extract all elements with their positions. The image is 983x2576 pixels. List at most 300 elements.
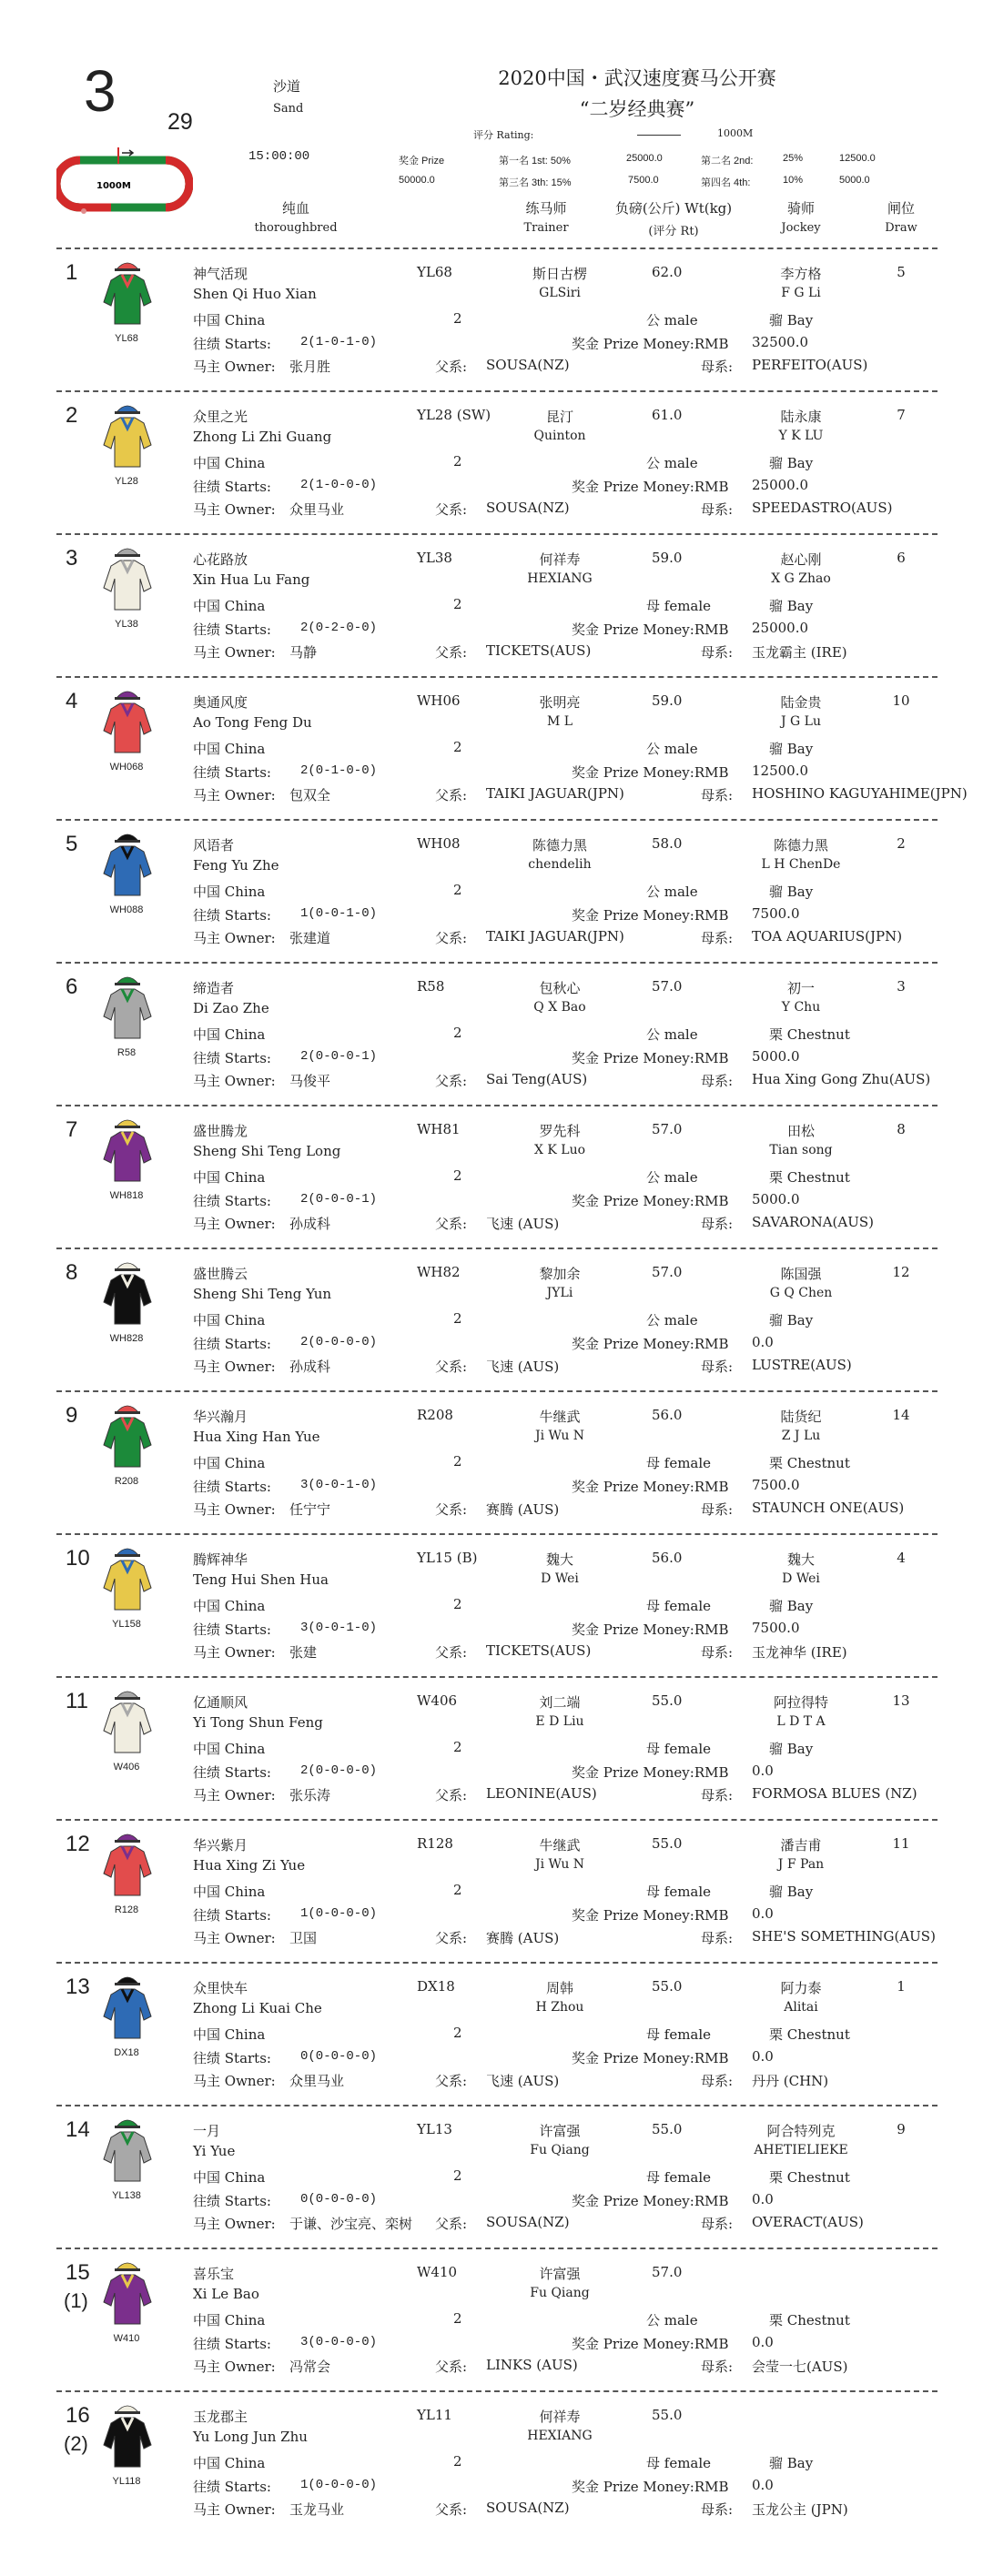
draw: 12 [892, 1264, 910, 1280]
silk-code: YL158 [112, 1619, 141, 1630]
prize-3rd: 7500.0 [628, 175, 659, 186]
sex: 公 male [646, 1169, 698, 1186]
trainer-cn: 牛继武 [539, 1409, 581, 1425]
coat-color: 栗 Chestnut [769, 2169, 850, 2186]
country: 中国 China [193, 1884, 266, 1900]
jockey-en: Y Chu [781, 1000, 821, 1015]
horse-code: R208 [417, 1407, 453, 1423]
entry-row [0, 2260, 983, 2397]
jockey-silk-icon [102, 1401, 153, 1469]
trainer-en: X K Luo [533, 1143, 586, 1157]
trainer-en: JYLi [546, 1286, 573, 1300]
entry-row [0, 975, 983, 1111]
horse-name-cn: 风语者 [193, 837, 235, 854]
jockey-silk-icon [102, 2401, 153, 2469]
trainer-cn: 许富强 [539, 2266, 581, 2282]
silk-code: YL38 [115, 619, 138, 630]
owner: 冯常会 [289, 2359, 331, 2375]
age: 2 [453, 596, 462, 612]
divider [56, 533, 937, 535]
dam: STAUNCH ONE(AUS) [752, 1500, 905, 1516]
coat-color: 栗 Chestnut [769, 1026, 850, 1043]
starts-record: 3(0-0-1-0) [300, 1478, 378, 1492]
horse-name-cn: 众里快车 [193, 1980, 248, 1996]
sex: 公 male [646, 1026, 698, 1043]
horse-name-en: Teng Hui Shen Hua [193, 1571, 329, 1588]
starts-label: 往绩 Starts: [193, 1336, 271, 1352]
jockey-silk-icon [102, 687, 153, 754]
owner-label: 马主 Owner: [193, 359, 276, 375]
dam-label: 母系: [701, 1644, 734, 1661]
dam-label: 母系: [701, 2359, 734, 2375]
prize-2nd-pct: 25% [783, 153, 804, 164]
entry-row [0, 2117, 983, 2254]
trainer-en: HEXIANG [527, 571, 593, 586]
jockey-silk-icon [102, 544, 153, 611]
horse-name-cn: 众里之光 [193, 409, 248, 425]
sex: 母 female [646, 1598, 712, 1614]
jockey-en: J F Pan [777, 1857, 825, 1872]
sex: 母 female [646, 598, 712, 614]
entry-number: 9 [66, 1403, 78, 1428]
horse-name-cn: 神气活现 [193, 266, 248, 282]
sire-label: 父系: [435, 1930, 468, 1946]
trainer-cn: 周韩 [545, 1980, 573, 1996]
age: 2 [453, 1310, 462, 1327]
trainer-en: Fu Qiang [530, 2286, 590, 2300]
sire: 赛腾 (AUS) [486, 1501, 560, 1518]
horse-code: R58 [417, 978, 445, 995]
trainer-en: Fu Qiang [530, 2143, 590, 2157]
jockey-cn: 赵心刚 [780, 551, 822, 568]
trainer-cn: 张明亮 [539, 694, 581, 711]
entry-row [0, 1546, 983, 1682]
dam: PERFEITO(AUS) [752, 357, 868, 373]
divider [56, 1390, 937, 1392]
horse-name-en: Feng Yu Zhe [193, 857, 279, 874]
coat-color: 骝 Bay [769, 2455, 814, 2471]
divider [56, 1676, 937, 1678]
prize-money-label: 奖金 Prize Money:RMB [572, 1050, 729, 1066]
horse-name-en: Yi Yue [193, 2143, 236, 2159]
draw-col-en: Draw [885, 221, 917, 235]
divider [56, 1819, 937, 1821]
owner-label: 马主 Owner: [193, 1930, 276, 1946]
race-distance: 1000M [717, 127, 754, 139]
entry-row [0, 1403, 983, 1540]
owner: 马俊平 [289, 1073, 331, 1089]
divider [56, 2105, 937, 2106]
trainer-cn: 包秋心 [539, 980, 581, 996]
jockey-cn: 阿合特列克 [766, 2123, 836, 2139]
sire: 赛腾 (AUS) [486, 1930, 560, 1946]
entry-number: 4 [66, 689, 78, 713]
jockey-silk-icon [102, 1544, 153, 1611]
trainer-en: Ji Wu N [534, 1429, 585, 1443]
sire-label: 父系: [435, 644, 468, 661]
jockey-silk-icon [102, 1687, 153, 1754]
horse-code: YL11 [417, 2407, 452, 2423]
prize-money-label: 奖金 Prize Money:RMB [572, 1336, 729, 1352]
horse-code: W406 [417, 1692, 458, 1709]
dam-label: 母系: [701, 2501, 734, 2518]
weight-col-cn: 负磅(公斤) Wt(kg) [614, 200, 733, 217]
horse-name-cn: 缔造者 [193, 980, 235, 996]
race-subtitle: “二岁经典赛” [579, 98, 695, 120]
prize-4th-pct: 10% [783, 175, 804, 186]
prize-money-label: 奖金 Prize Money:RMB [572, 1907, 729, 1924]
starts-record: 0(0-0-0-0) [300, 2049, 378, 2064]
weight: 62.0 [652, 264, 683, 280]
entry-number: 3 [66, 546, 78, 571]
prize-money: 0.0 [752, 2191, 774, 2207]
country: 中国 China [193, 1312, 266, 1328]
silk-code: WH088 [109, 904, 144, 915]
trainer-en: H Zhou [535, 2000, 584, 2015]
dam: SPEEDASTRO(AUS) [752, 500, 893, 516]
horse-name-en: Sheng Shi Teng Long [193, 1143, 341, 1159]
jockey-en: J G Lu [780, 714, 821, 729]
starts-record: 3(0-0-1-0) [300, 1621, 378, 1635]
country: 中国 China [193, 455, 266, 471]
trainer-en: GLSiri [539, 286, 581, 300]
breed-cn: 纯血 [281, 200, 309, 217]
age: 2 [453, 1453, 462, 1470]
owner: 张月胜 [289, 359, 331, 375]
horse-code: YL38 [417, 550, 452, 566]
starts-record: 1(0-0-0-0) [300, 1906, 378, 1921]
coat-color: 骝 Bay [769, 884, 814, 900]
entry-number: 12 [66, 1832, 90, 1856]
starts-record: 2(0-2-0-0) [300, 621, 378, 635]
horse-name-en: Yi Tong Shun Feng [193, 1714, 323, 1731]
coat-color: 骝 Bay [769, 455, 814, 471]
entry-number: 14 [66, 2117, 90, 2142]
race-time: 15:00:00 [248, 149, 310, 164]
divider [56, 676, 937, 678]
prize-money: 12500.0 [752, 763, 809, 779]
jockey-en: X G Zhao [771, 571, 831, 586]
silk-code: WH828 [109, 1333, 144, 1344]
draw: 3 [897, 978, 906, 995]
sex: 公 male [646, 884, 698, 900]
weight: 56.0 [652, 1407, 683, 1423]
starts-label: 往绩 Starts: [193, 1621, 271, 1638]
age: 2 [453, 310, 462, 327]
horse-name-cn: 一月 [193, 2123, 221, 2139]
horse-name-cn: 喜乐宝 [193, 2266, 235, 2282]
dam-label: 母系: [701, 644, 734, 661]
starts-record: 0(0-0-0-0) [300, 2192, 378, 2207]
entry-number: 8 [66, 1260, 78, 1285]
prize-money-label: 奖金 Prize Money:RMB [572, 907, 729, 924]
divider [56, 819, 937, 821]
horse-name-en: Zhong Li Zhi Guang [193, 429, 332, 445]
draw: 4 [897, 1550, 906, 1566]
jockey-cn: 阿拉得特 [773, 1694, 828, 1711]
horse-code: R128 [417, 1835, 453, 1852]
owner-label: 马主 Owner: [193, 2216, 276, 2232]
surface-cn: 沙道 [273, 78, 301, 95]
trainer-cn: 何祥寿 [539, 551, 581, 568]
jockey-cn: 潘吉甫 [780, 1837, 822, 1854]
sire-label: 父系: [435, 2359, 468, 2375]
jockey-silk-icon [102, 973, 153, 1040]
horse-name-en: Di Zao Zhe [193, 1000, 269, 1016]
horse-name-en: Yu Long Jun Zhu [193, 2429, 308, 2445]
owner: 包双全 [289, 787, 331, 803]
owner: 任宁宁 [289, 1501, 331, 1518]
draw: 1 [897, 1978, 906, 1995]
entry-row [0, 546, 983, 682]
sex: 母 female [646, 2026, 712, 2043]
dam-label: 母系: [701, 501, 734, 518]
dam: 会莹一七(AUS) [752, 2359, 848, 2375]
coat-color: 骝 Bay [769, 1598, 814, 1614]
draw: 7 [897, 407, 906, 423]
sire-label: 父系: [435, 1359, 468, 1375]
jockey-col-cn: 骑师 [786, 200, 815, 217]
starts-record: 2(0-1-0-0) [300, 763, 378, 778]
starts-record: 3(0-0-0-0) [300, 2335, 378, 2349]
age: 2 [453, 453, 462, 470]
prize-money-label: 奖金 Prize Money:RMB [572, 336, 729, 352]
divider [56, 1248, 937, 1249]
country: 中国 China [193, 1741, 266, 1757]
weight: 55.0 [652, 2407, 683, 2423]
prize-money-label: 奖金 Prize Money:RMB [572, 1479, 729, 1495]
trainer-cn: 何祥寿 [539, 2409, 581, 2425]
dam: HOSHINO KAGUYAHIME(JPN) [752, 785, 968, 802]
horse-name-cn: 奥通风度 [193, 694, 248, 711]
owner-label: 马主 Owner: [193, 1073, 276, 1089]
sire-label: 父系: [435, 1787, 468, 1803]
jockey-silk-icon [102, 258, 153, 326]
silk-code: W406 [113, 1762, 140, 1773]
horse-name-cn: 腾辉神华 [193, 1551, 248, 1568]
prize-total: 50000.0 [399, 175, 435, 186]
prize-money-label: 奖金 Prize Money:RMB [572, 2479, 729, 2495]
owner: 张建 [289, 1644, 318, 1661]
draw: 9 [897, 2121, 906, 2137]
trainer-cn: 陈德力黑 [532, 837, 587, 854]
entry-number: 1 [66, 260, 78, 285]
prize-money: 32500.0 [752, 334, 809, 350]
horse-code: WH81 [417, 1121, 461, 1137]
horse-name-cn: 心花路放 [193, 551, 248, 568]
entry-row [0, 1117, 983, 1254]
coat-color: 骝 Bay [769, 741, 814, 757]
starts-label: 往绩 Starts: [193, 2050, 271, 2066]
prize-money: 25000.0 [752, 477, 809, 493]
sire: SOUSA(NZ) [486, 2500, 570, 2516]
entry-reserve-number: (1) [64, 2289, 88, 2312]
age: 2 [453, 2167, 462, 2184]
trainer-en: HEXIANG [527, 2429, 593, 2443]
trainer-cn: 斯日古楞 [532, 266, 587, 282]
dam: Hua Xing Gong Zhu(AUS) [752, 1071, 931, 1087]
dam-label: 母系: [701, 787, 734, 803]
dam-label: 母系: [701, 2073, 734, 2089]
starts-label: 往绩 Starts: [193, 336, 271, 352]
entry-row [0, 689, 983, 825]
dam: FORMOSA BLUES (NZ) [752, 1785, 917, 1802]
weight: 59.0 [652, 550, 683, 566]
starts-label: 往绩 Starts: [193, 2479, 271, 2495]
silk-code: WH818 [109, 1190, 144, 1201]
jockey-en: Tian song [769, 1143, 833, 1157]
weight: 55.0 [652, 1978, 683, 1995]
horse-code: YL68 [417, 264, 452, 280]
coat-color: 骝 Bay [769, 312, 814, 328]
coat-color: 骝 Bay [769, 1884, 814, 1900]
starts-label: 往绩 Starts: [193, 1193, 271, 1209]
sire: SOUSA(NZ) [486, 357, 570, 373]
jockey-en: L H ChenDe [761, 857, 841, 872]
horse-name-en: Hua Xing Zi Yue [193, 1857, 306, 1874]
entry-reserve-number: (2) [64, 2432, 88, 2455]
draw-col-cn: 闸位 [887, 200, 915, 217]
sire: TICKETS(AUS) [486, 642, 592, 659]
coat-color: 骝 Bay [769, 598, 814, 614]
sire-label: 父系: [435, 2073, 468, 2089]
divider [56, 1533, 937, 1535]
rating-label: 评分 Rating: [473, 129, 534, 141]
entry-number: 2 [66, 403, 78, 428]
jockey-silk-icon [102, 1830, 153, 1897]
race-title: 2020中国・武汉速度赛马公开赛 [498, 67, 776, 89]
country: 中国 China [193, 1598, 266, 1614]
dam: 玉龙霸主 (IRE) [752, 644, 847, 661]
prize-money-label: 奖金 Prize Money:RMB [572, 1764, 729, 1781]
sire-label: 父系: [435, 1644, 468, 1661]
prize-4th: 5000.0 [839, 175, 870, 186]
jockey-cn: 阿力泰 [780, 1980, 822, 1996]
horse-name-cn: 华兴瀚月 [193, 1409, 248, 1425]
prize-money: 7500.0 [752, 905, 800, 922]
sire: 飞速 (AUS) [486, 1359, 560, 1375]
silk-code: YL138 [112, 2190, 141, 2201]
prize-total-label: 奖金 Prize [399, 156, 445, 167]
jockey-cn: 李方格 [780, 266, 822, 282]
age: 2 [453, 882, 462, 898]
owner-label: 马主 Owner: [193, 930, 276, 946]
silk-code: R208 [114, 1476, 139, 1487]
dam-label: 母系: [701, 930, 734, 946]
prize-1st-label: 第一名 1st: 50% [499, 156, 571, 167]
trainer-col-header [501, 198, 592, 235]
age: 2 [453, 1882, 462, 1898]
sex: 公 male [646, 2312, 698, 2329]
entry-row [0, 832, 983, 968]
jockey-col-en: Jockey [781, 221, 821, 235]
prize-money: 0.0 [752, 1763, 774, 1779]
horse-code: DX18 [417, 1978, 455, 1995]
dam-label: 母系: [701, 1073, 734, 1089]
coat-color: 栗 Chestnut [769, 2312, 850, 2329]
trainer-cn: 许富强 [539, 2123, 581, 2139]
sire: LINKS (AUS) [486, 2357, 578, 2373]
sex: 母 female [646, 1741, 712, 1757]
age: 2 [453, 1596, 462, 1612]
divider [56, 1962, 937, 1964]
owner: 玉龙马业 [289, 2501, 345, 2518]
country: 中国 China [193, 2455, 266, 2471]
coat-color: 骝 Bay [769, 1312, 814, 1328]
country: 中国 China [193, 2312, 266, 2329]
country: 中国 China [193, 884, 266, 900]
owner: 于谦、沙宝亮、栾树 [289, 2216, 413, 2232]
silk-code: WH068 [109, 762, 144, 773]
owner: 卫国 [289, 1930, 318, 1946]
owner-label: 马主 Owner: [193, 644, 276, 661]
horse-name-en: Shen Qi Huo Xian [193, 286, 317, 302]
draw: 5 [897, 264, 906, 280]
owner: 孙成科 [289, 1216, 331, 1232]
starts-label: 往绩 Starts: [193, 621, 271, 638]
jockey-silk-icon [102, 401, 153, 469]
weight: 56.0 [652, 1550, 683, 1566]
trainer-en: Ji Wu N [534, 1857, 585, 1872]
owner: 张建道 [289, 930, 331, 946]
sire-label: 父系: [435, 1501, 468, 1518]
coat-color: 骝 Bay [769, 1741, 814, 1757]
entry-row [0, 1260, 983, 1397]
weight: 58.0 [652, 835, 683, 852]
prize-1st: 25000.0 [626, 153, 663, 164]
trainer-cn: 昆汀 [545, 409, 573, 425]
sex: 母 female [646, 2169, 712, 2186]
weight-col-en: (评分 Rt) [648, 225, 699, 238]
jockey-en: F G Li [781, 286, 821, 300]
country: 中国 China [193, 1455, 266, 1471]
sire: Sai Teng(AUS) [486, 1071, 588, 1087]
trainer-en: chendelih [528, 857, 592, 872]
prize-money-label: 奖金 Prize Money:RMB [572, 1193, 729, 1209]
prize-money: 25000.0 [752, 620, 809, 636]
age: 2 [453, 2453, 462, 2470]
sire: 飞速 (AUS) [486, 2073, 560, 2089]
jockey-en: AHETIELIEKE [754, 2143, 848, 2157]
prize-4th-label: 第四名 4th: [701, 177, 751, 188]
owner-label: 马主 Owner: [193, 501, 276, 518]
sire: TAIKI JAGUAR(JPN) [486, 928, 624, 945]
sire: SOUSA(NZ) [486, 2214, 570, 2230]
entry-number: 11 [66, 1689, 88, 1713]
draw: 10 [892, 692, 910, 709]
horse-name-cn: 亿通顺风 [193, 1694, 248, 1711]
starts-label: 往绩 Starts: [193, 1050, 271, 1066]
prize-money: 5000.0 [752, 1048, 800, 1065]
age: 2 [453, 1025, 462, 1041]
starts-record: 1(0-0-1-0) [300, 906, 378, 921]
silk-code: R58 [117, 1047, 137, 1058]
prize-money: 7500.0 [752, 1620, 800, 1636]
jockey-en: L D T A [776, 1714, 826, 1729]
sire: LEONINE(AUS) [486, 1785, 597, 1802]
country: 中国 China [193, 2026, 266, 2043]
draw: 6 [897, 550, 906, 566]
entry-number: 16 [66, 2403, 90, 2428]
draw-col-header [869, 198, 933, 235]
dam-label: 母系: [701, 1930, 734, 1946]
prize-money: 0.0 [752, 1334, 774, 1350]
silk-code: YL68 [115, 333, 138, 344]
sire: SOUSA(NZ) [486, 500, 570, 516]
divider [56, 2248, 937, 2249]
prize-money: 0.0 [752, 1905, 774, 1922]
age: 2 [453, 1167, 462, 1184]
